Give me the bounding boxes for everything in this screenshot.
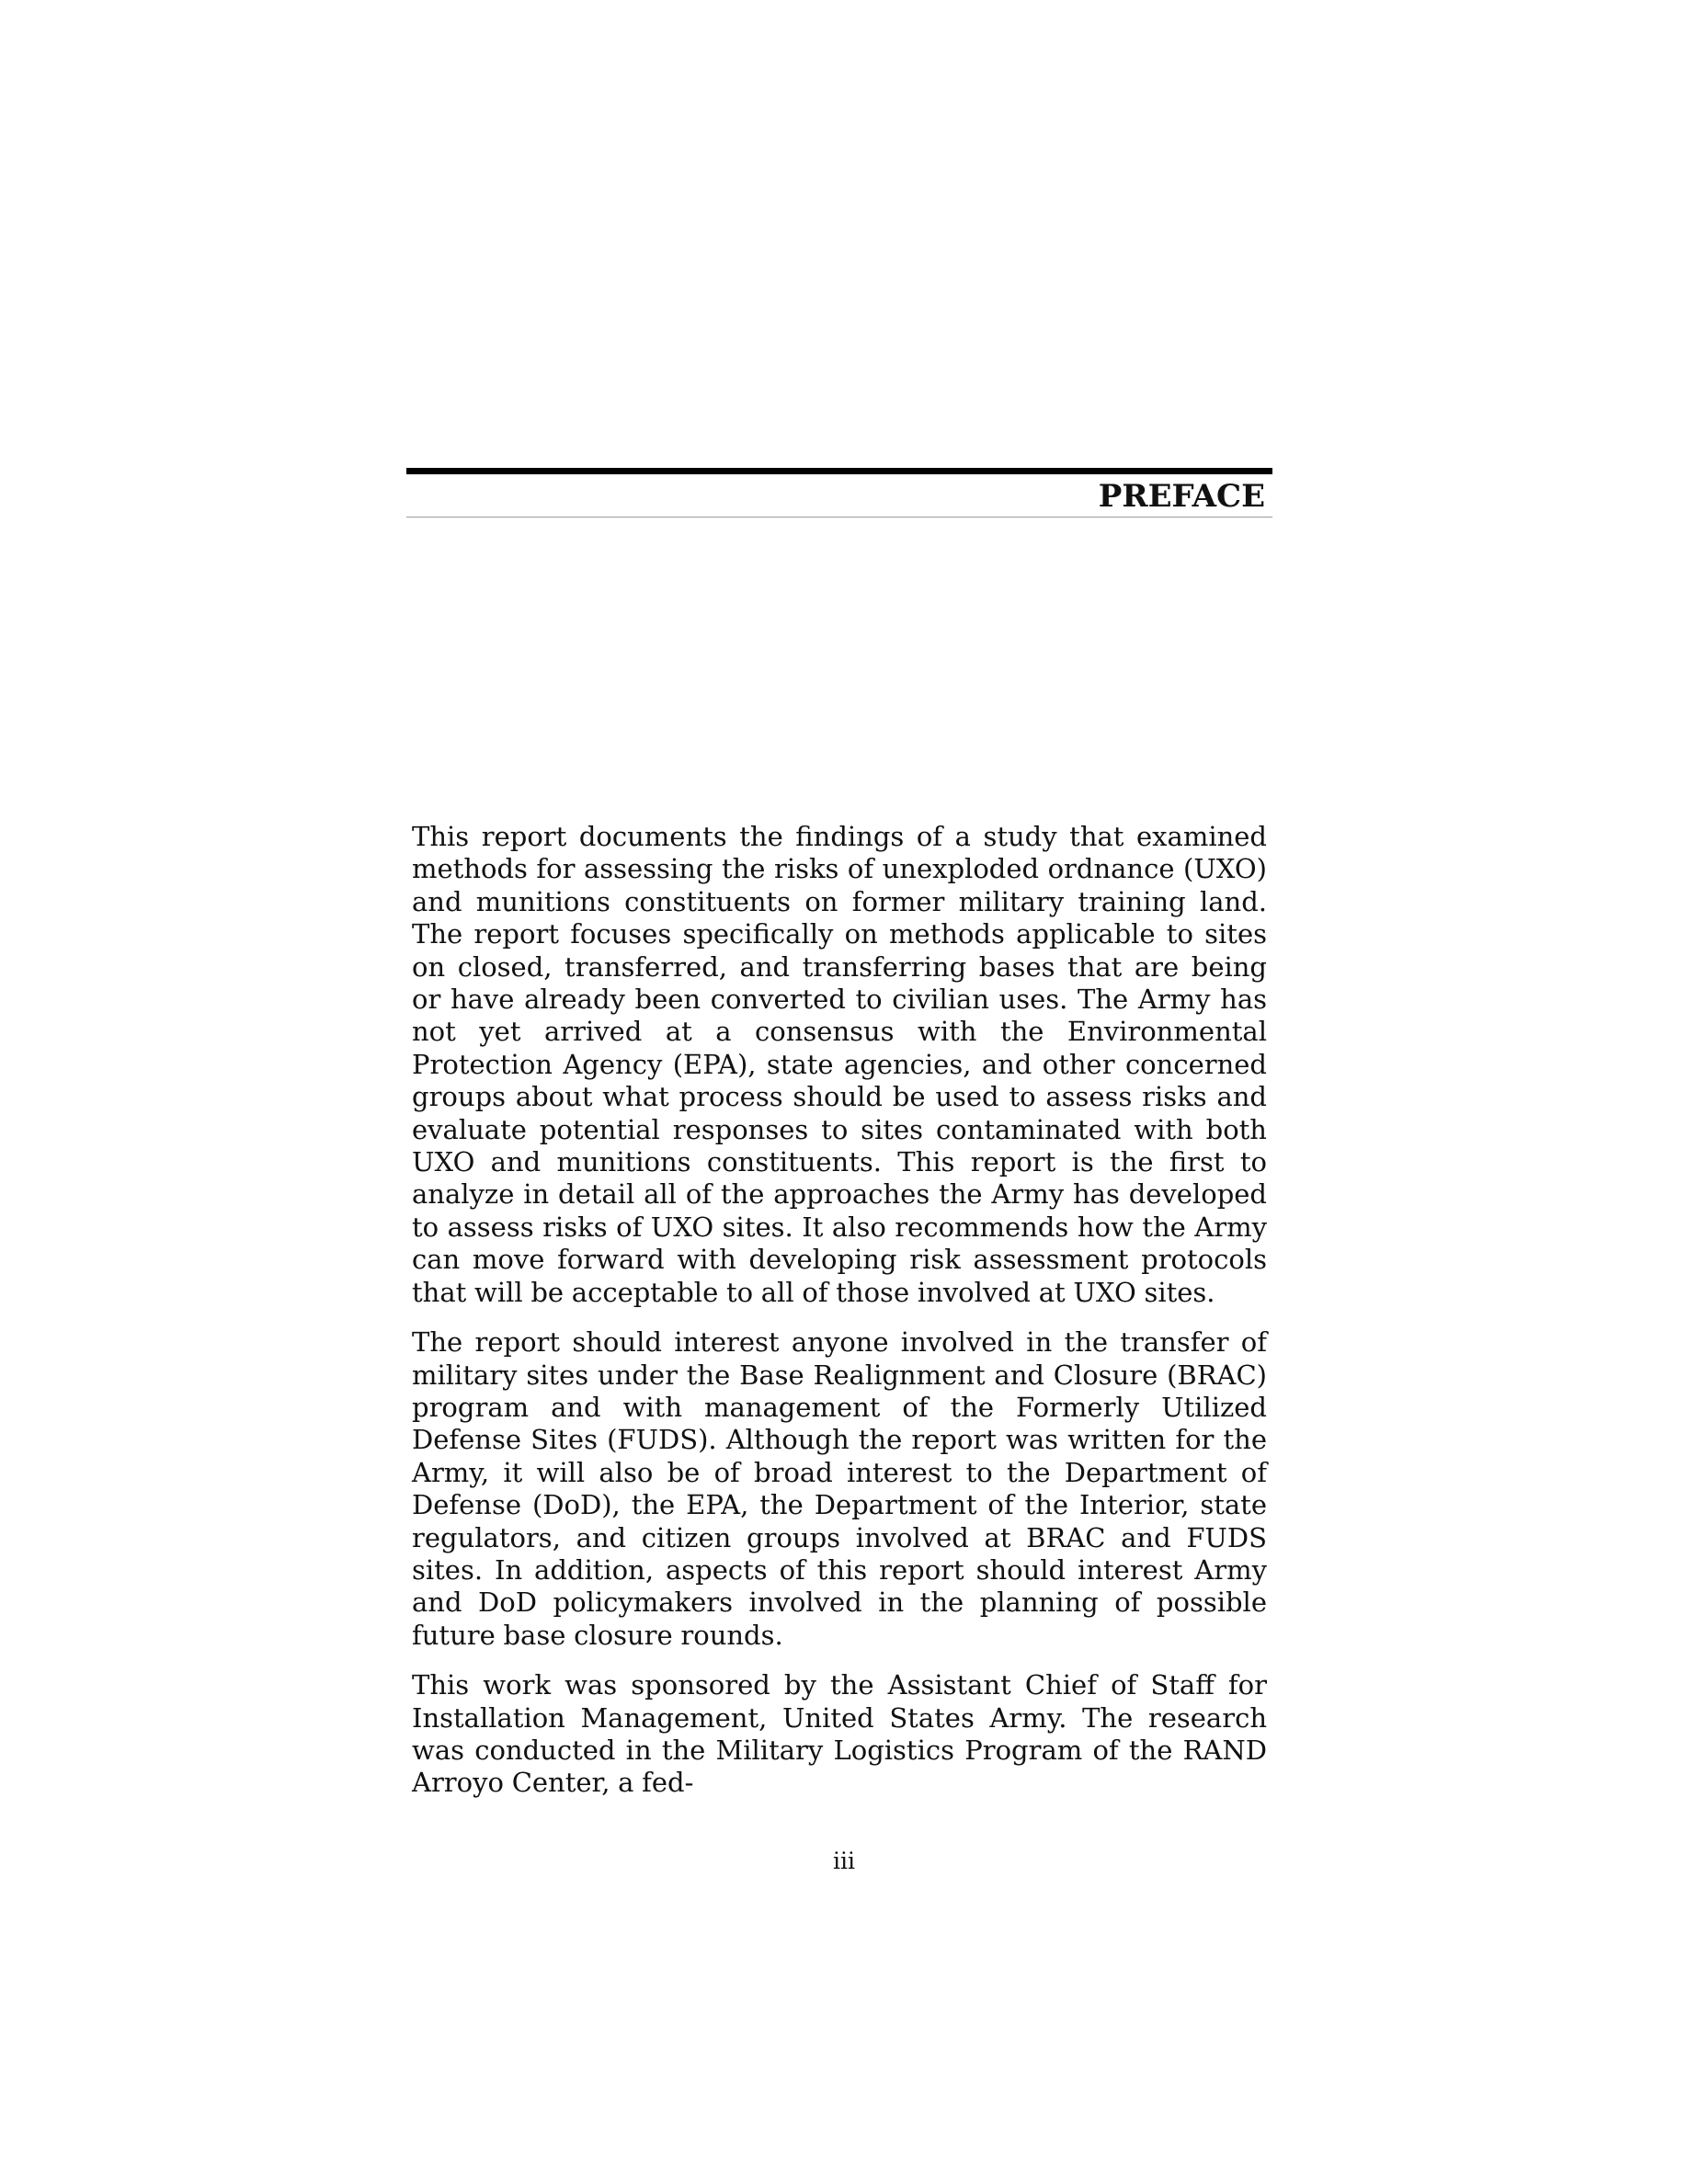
page-number: iii — [833, 1848, 855, 1874]
paragraph-report-purpose: This report documents the findings of a study that examined methods for assessing the risks of unexploded ordnance (UXO) and munitions constituents on former military training land. The report focuses specifically on methods applicable to sites on closed, transferred, and transferring bases that are being or have already been converted to civilian uses. The Army has not yet arrived at a consensus with the Environmental Protection Agency (EPA), state agencies, and other concerned groups about what process should be used to assess risks and evaluate potential responses to sites contaminated with both UXO and munitions constituents. This report is the first to analyze in detail all of the approaches the Army has developed to assess risks of UXO sites. It also recommends how the Army can move forward with developing risk assessment protocols that will be acceptable to all of those involved at UXO sites. — [412, 821, 1267, 1308]
page-title: PREFACE — [1098, 478, 1265, 515]
heading-rule-top — [406, 468, 1272, 474]
paragraph-sponsor: This work was sponsored by the Assistant Chief of Staff for Installation Management, United States Army. The research was conducted in the Military Logistics Program of the RAND Arroyo Center, a fed- — [412, 1669, 1267, 1799]
paragraph-audience: The report should interest anyone involved in the transfer of military sites under the Base Realignment and Closure (BRAC) program and with management of the Formerly Utilized Defense Sites (FUDS). Although the report was written for the Army, it will also be of broad interest to the Department of Defense (DoD), the EPA, the Department of the Interior, state regulators, and citizen groups involved at BRAC and FUDS sites. In addition, aspects of this report should interest Army and DoD policymakers involved in the planning of possible future base closure rounds. — [412, 1326, 1267, 1651]
body-text — [412, 821, 1267, 1817]
heading-rule-bottom — [406, 517, 1272, 518]
